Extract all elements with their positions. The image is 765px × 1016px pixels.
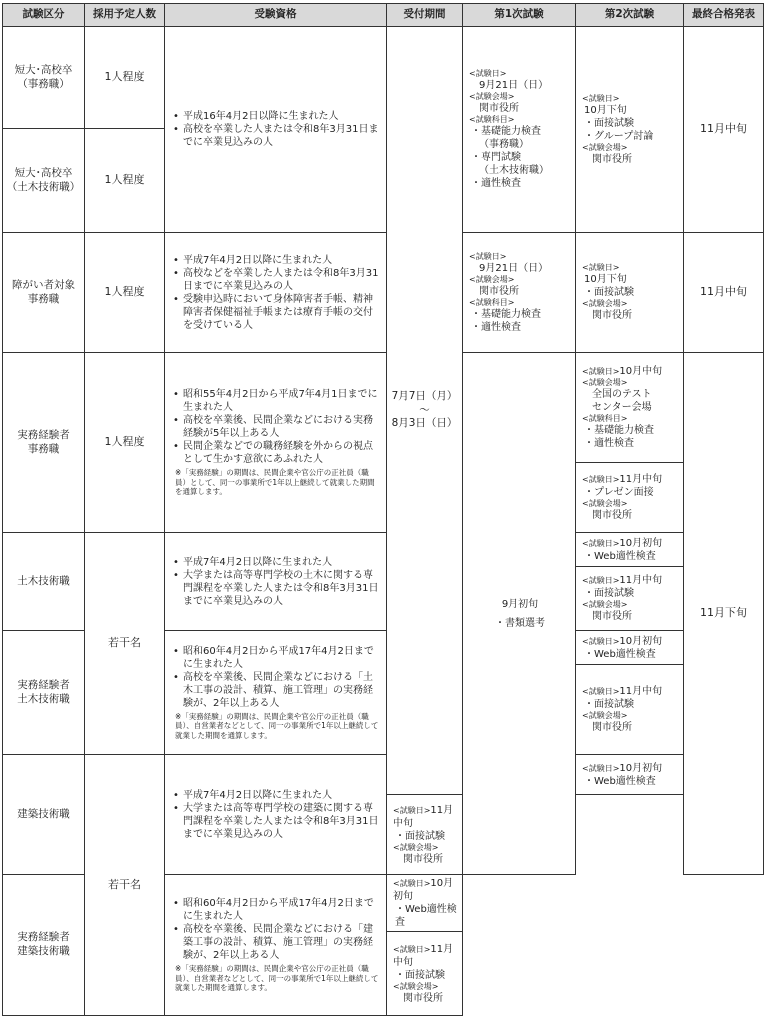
qualification-cell: • 平成7年4月2日以降に生まれた人 • 大学または高等専門学校の土木に関する専門課程を卒業した人または令和8年3月31日までに卒業見込みの人 <box>165 533 387 631</box>
header-category: 試験区分 <box>3 4 85 27</box>
category-cell: 建築技術職 <box>3 755 85 875</box>
first-exam-cell: <試験日> 9月21日（日） <試験会場> 関市役所 <試験科目> ・基礎能力検査 （事務職） ・専門試験 （土木技術職） ・適性検査 <box>463 27 576 233</box>
table-row <box>3 353 764 463</box>
second-exam-cell: <試験日>10月初旬 ・Web適性検査 <box>387 875 463 932</box>
table-row <box>3 755 764 795</box>
count-cell: 1人程度 <box>85 27 165 129</box>
table-row <box>3 27 764 129</box>
second-exam-cell: <試験日>11月中旬 ・面接試験 <試験会場> 関市役所 <box>576 665 684 755</box>
final-announcement-cell: 11月中旬 <box>684 233 764 353</box>
qualification-cell: • 昭和60年4月2日から平成17年4月2日までに生まれた人 • 高校を卒業後、民間企業などにおける「建築工事の設計、積算、施工管理」の実務経験が、2年以上ある人 ※「実務経験」の期間は、民間企業や官公庁の正社員（職員）、自営業者などとして、同一の事業所で1年以上継続して就業した期間を通算します。 <box>165 875 387 1016</box>
table-row <box>3 533 764 567</box>
second-exam-cell: <試験日>11月中旬 ・プレゼン面接 <試験会場> 関市役所 <box>576 463 684 533</box>
count-cell: 若干名 <box>85 533 165 755</box>
header-reception: 受付期間 <box>387 4 463 27</box>
first-exam-cell: 9月初旬 ・書類選考 <box>463 353 576 875</box>
table-row <box>3 233 764 353</box>
qualification-cell: • 昭和55年4月2日から平成7年4月1日までに生まれた人 • 高校を卒業後、民間企業などにおける実務経験が5年以上ある人 • 民間企業などでの職務経験を外からの視点として生かす意欲にあふれた人 ※「実務経験」の期間は、民間企業や官公庁の正社員（職員）として、同一の事業所で1年以上継続して就業した期間を通算します。 <box>165 353 387 533</box>
header-qualification: 受験資格 <box>165 4 387 27</box>
count-cell: 1人程度 <box>85 353 165 533</box>
category-cell: 実務経験者 事務職 <box>3 353 85 533</box>
header-final: 最終合格発表 <box>684 4 764 27</box>
final-announcement-cell: 11月中旬 <box>684 27 764 233</box>
qualification-cell: • 昭和60年4月2日から平成17年4月2日までに生まれた人 • 高校を卒業後、民間企業などにおける「土木工事の設計、積算、施工管理」の実務経験が、2年以上ある人 ※「実務経験」の期間は、民間企業や官公庁の正社員（職員）、自営業者などとして、同一の事業所で1年以上継続して就業した期間を通算します。 <box>165 631 387 755</box>
qualification-cell: • 平成16年4月2日以降に生まれた人 • 高校を卒業した人または令和8年3月31日までに卒業見込みの人 <box>165 27 387 233</box>
category-cell: 実務経験者 建築技術職 <box>3 875 85 1016</box>
header-first-exam: 第1次試験 <box>463 4 576 27</box>
second-exam-cell: <試験日>10月中旬 <試験会場> 全国のテスト センター会場 <試験科目> ・基礎能力検査 ・適性検査 <box>576 353 684 463</box>
second-exam-cell: <試験日>10月初旬 ・Web適性検査 <box>576 755 684 795</box>
count-cell: 1人程度 <box>85 129 165 233</box>
category-cell: 土木技術職 <box>3 533 85 631</box>
reception-period-cell: 7月7日（月） 〜 8月3日（日） <box>387 27 463 795</box>
second-exam-cell: <試験日> 10月下旬 ・面接試験 <試験会場> 関市役所 <box>576 233 684 353</box>
second-exam-cell: <試験日>11月中旬 ・面接試験 <試験会場> 関市役所 <box>576 567 684 631</box>
category-cell: 短大･高校卒 （土木技術職） <box>3 129 85 233</box>
second-exam-cell: <試験日> 10月下旬 ・面接試験 ・グループ討論 <試験会場> 関市役所 <box>576 27 684 233</box>
second-exam-cell: <試験日>11月中旬 ・面接試験 <試験会場> 関市役所 <box>387 795 463 875</box>
header-second-exam: 第2次試験 <box>576 4 684 27</box>
first-exam-cell: <試験日> 9月21日（日） <試験会場> 関市役所 <試験科目> ・基礎能力検査 ・適性検査 <box>463 233 576 353</box>
second-exam-cell: <試験日>10月初旬 ・Web適性検査 <box>576 631 684 665</box>
category-cell: 実務経験者 土木技術職 <box>3 631 85 755</box>
header-row <box>3 4 764 27</box>
count-cell: 1人程度 <box>85 233 165 353</box>
qualification-cell: • 平成7年4月2日以降に生まれた人 • 大学または高等専門学校の建築に関する専門課程を卒業した人または令和8年3月31日までに卒業見込みの人 <box>165 755 387 875</box>
second-exam-cell: <試験日>11月中旬 ・面接試験 <試験会場> 関市役所 <box>387 932 463 1016</box>
qualification-cell: • 平成7年4月2日以降に生まれた人 • 高校などを卒業した人または令和8年3月31日までに卒業見込みの人 • 受験申込時において身体障害者手帳、精神障害者保健福祉手帳または療育手帳の交付を受けている人 <box>165 233 387 353</box>
recruitment-table <box>2 3 764 1016</box>
note-text: ※「実務経験」の期間は、民間企業や官公庁の正社員（職員）、自営業者などとして、同一の事業所で1年以上継続して就業した期間を通算します。 <box>175 711 379 740</box>
count-cell: 若干名 <box>85 755 165 1016</box>
category-cell: 障がい者対象 事務職 <box>3 233 85 353</box>
note-text: ※「実務経験」の期間は、民間企業や官公庁の正社員（職員）として、同一の事業所で1年以上継続して就業した期間を通算します。 <box>175 468 375 497</box>
final-announcement-cell: 11月下旬 <box>684 353 764 875</box>
header-count: 採用予定人数 <box>85 4 165 27</box>
second-exam-cell: <試験日>10月初旬 ・Web適性検査 <box>576 533 684 567</box>
note-text: ※「実務経験」の期間は、民間企業や官公庁の正社員（職員）、自営業者などとして、同一の事業所で1年以上継続して就業した期間を通算します。 <box>175 964 379 993</box>
category-cell: 短大･高校卒 （事務職） <box>3 27 85 129</box>
